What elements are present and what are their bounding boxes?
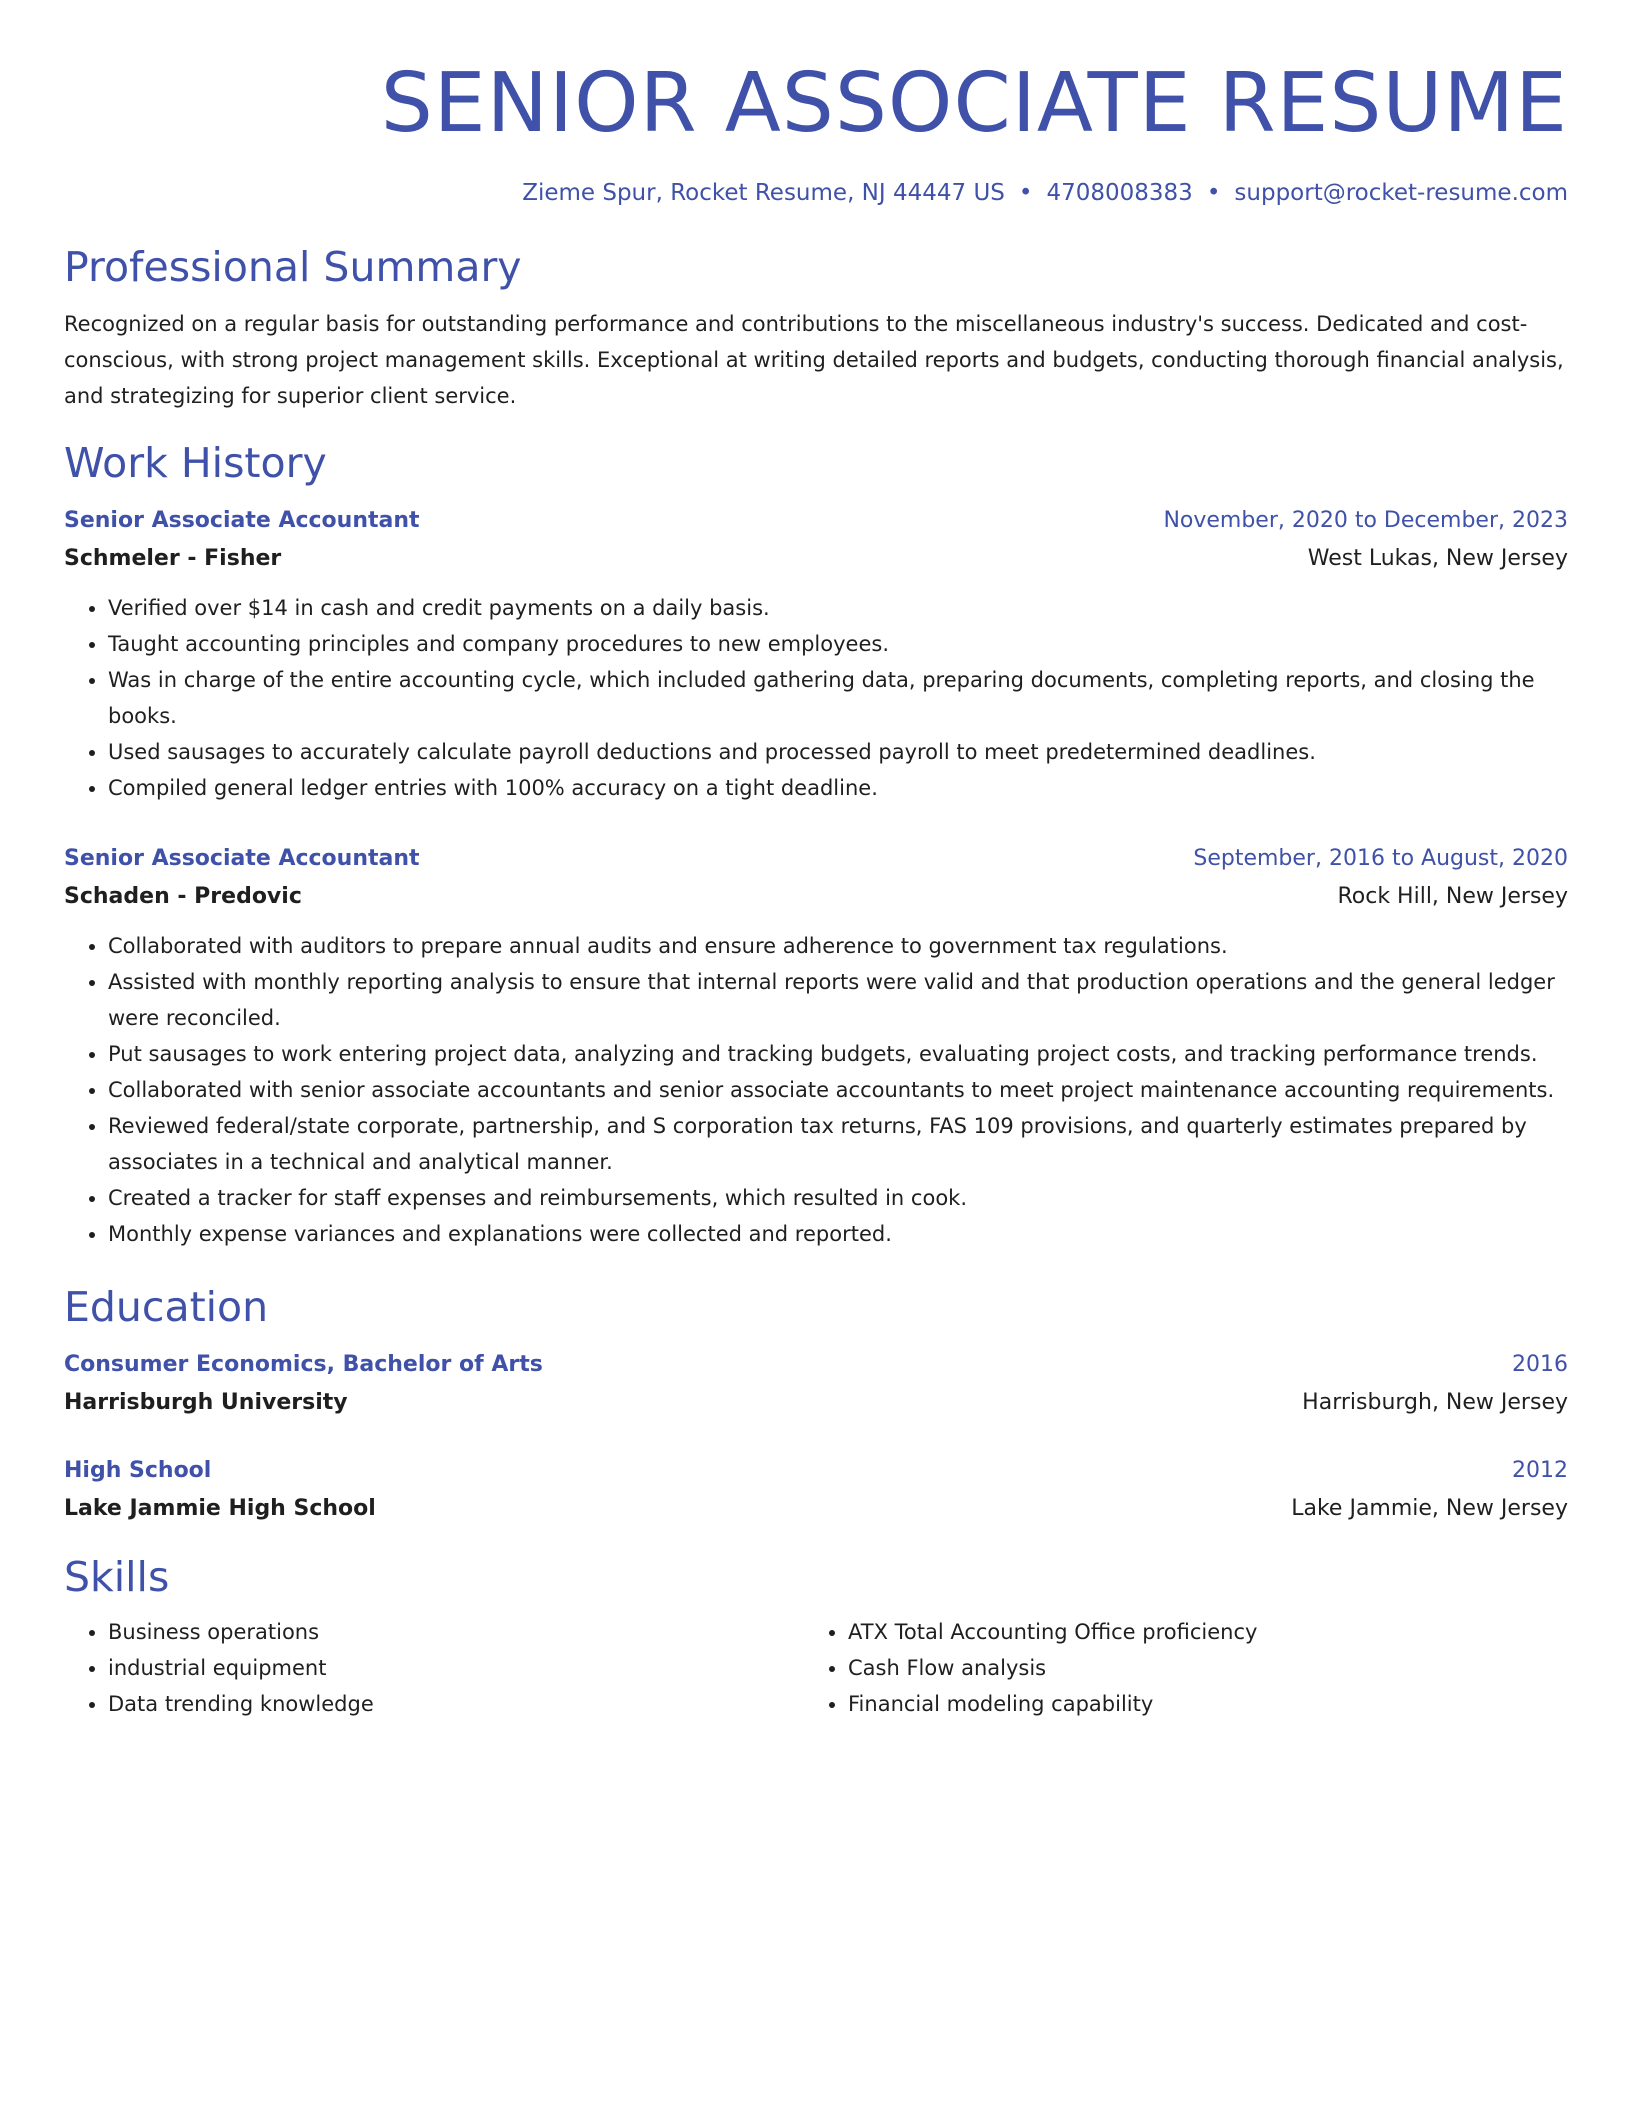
job-location: West Lukas, New Jersey [1307, 546, 1568, 571]
education-school: Lake Jammie High School [64, 1496, 376, 1521]
skill-item: • Financial modeling capability [848, 1686, 1544, 1722]
job-title: Senior Associate Accountant [64, 846, 420, 871]
education-degree: Consumer Economics, Bachelor of Arts [64, 1352, 543, 1377]
section-heading-work-history: Work History [64, 439, 327, 487]
section-heading-skills: Skills [64, 1553, 170, 1601]
contact-email[interactable]: support@rocket-resume.com [1234, 180, 1568, 206]
skill-item: • Cash Flow analysis [848, 1650, 1544, 1686]
skill-item: • Data trending knowledge [108, 1686, 804, 1722]
skills-column-right [804, 1614, 1544, 1722]
education-entry [64, 1346, 1568, 1422]
education-year: 2016 [1512, 1352, 1568, 1377]
job-bullet: • Put sausages to work entering project data, analyzing and tracking budgets, evaluating project costs, and tracking performance trends. [108, 1036, 1568, 1072]
job-bullet: • Created a tracker for staff expenses and reimbursements, which resulted in cook. [108, 1180, 1568, 1216]
job-bullet: • Taught accounting principles and company procedures to new employees. [108, 626, 1568, 662]
job-company: Schaden - Predovic [64, 884, 302, 909]
job-bullet: • Assisted with monthly reporting analysis to ensure that internal reports were valid and that production operations and the general ledger were reconciled. [108, 964, 1568, 1036]
job-company: Schmeler - Fisher [64, 546, 282, 571]
job-dates: November, 2020 to December, 2023 [1163, 508, 1568, 533]
contact-address: Zieme Spur, Rocket Resume, NJ 44447 US [522, 180, 1005, 206]
section-heading-summary: Professional Summary [64, 243, 522, 291]
education-school: Harrisburgh University [64, 1390, 348, 1415]
job-dates: September, 2016 to August, 2020 [1193, 846, 1568, 871]
job-entry [64, 840, 1568, 1252]
contact-separator: • [1206, 180, 1221, 206]
contact-line [64, 178, 1568, 208]
resume-page [64, 56, 1568, 1722]
job-bullets [64, 590, 1568, 806]
job-bullet: • Reviewed federal/state corporate, partnership, and S corporation tax returns, FAS 109 provisions, and quarterly estimates prepared by associates in a technical and analytical manner. [108, 1108, 1568, 1180]
job-bullet: • Compiled general ledger entries with 100% accuracy on a tight deadline. [108, 770, 1568, 806]
contact-phone: 4708008383 [1046, 180, 1193, 206]
resume-title: SENIOR ASSOCIATE RESUME [380, 56, 1568, 151]
contact-separator: • [1018, 180, 1033, 206]
job-bullet: • Verified over $14 in cash and credit payments on a daily basis. [108, 590, 1568, 626]
education-location: Lake Jammie, New Jersey [1291, 1496, 1568, 1521]
summary-text: Recognized on a regular basis for outstanding performance and contributions to the miscellaneous industry's success. Dedicated and cost-conscious, with strong project management skills. Exceptional at writing detailed reports and budgets, conducting thorough financial analysis, and strategizing for superior client service. [64, 312, 1564, 408]
skills-column-left [64, 1614, 804, 1722]
job-bullet: • Collaborated with auditors to prepare annual audits and ensure adherence to government tax regulations. [108, 928, 1568, 964]
skill-item: • industrial equipment [108, 1650, 804, 1686]
skill-item: • ATX Total Accounting Office proficiency [848, 1614, 1544, 1650]
education-year: 2012 [1512, 1458, 1568, 1483]
job-bullet: • Collaborated with senior associate accountants and senior associate accountants to meet project maintenance accounting requirements. [108, 1072, 1568, 1108]
section-heading-education: Education [64, 1283, 269, 1331]
skill-item: • Business operations [108, 1614, 804, 1650]
skills-grid [64, 1614, 1568, 1722]
job-bullet: • Was in charge of the entire accounting cycle, which included gathering data, preparing documents, completing reports, and closing the books. [108, 662, 1568, 734]
education-location: Harrisburgh, New Jersey [1302, 1390, 1568, 1415]
job-location: Rock Hill, New Jersey [1337, 884, 1568, 909]
job-bullet: • Used sausages to accurately calculate payroll deductions and processed payroll to meet predetermined deadlines. [108, 734, 1568, 770]
job-bullets [64, 928, 1568, 1252]
job-entry [64, 502, 1568, 806]
job-bullet: • Monthly expense variances and explanations were collected and reported. [108, 1216, 1568, 1252]
education-entry [64, 1452, 1568, 1528]
job-title: Senior Associate Accountant [64, 508, 420, 533]
education-degree: High School [64, 1458, 212, 1483]
